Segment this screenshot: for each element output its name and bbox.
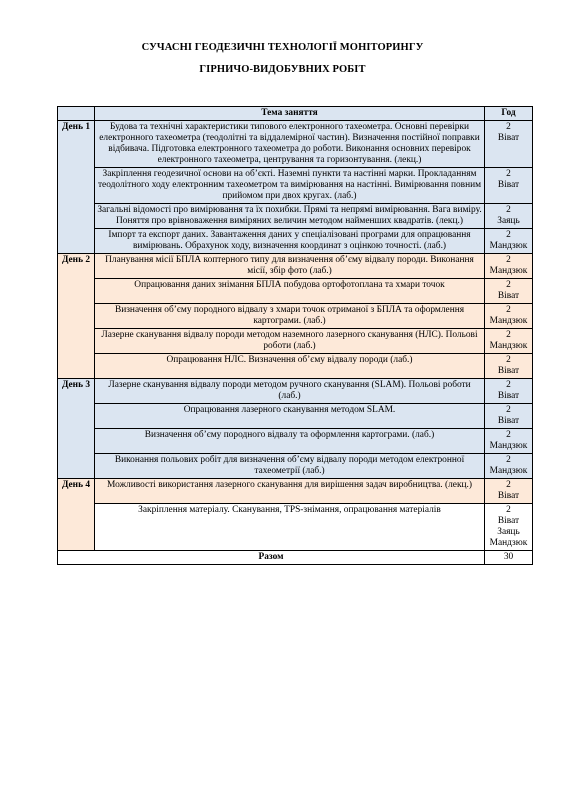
header-day xyxy=(58,107,95,121)
instructor-name: Віват xyxy=(497,180,520,190)
topic-cell: Планування місії БПЛА коптерного типу для визначення об’єму відвалу породи. Виконання місії, збір фото (лаб.) xyxy=(95,254,485,279)
day-label: День 2 xyxy=(58,254,95,379)
hours-value: 2 xyxy=(506,169,511,179)
table-row xyxy=(58,479,533,504)
header-hours: Год xyxy=(485,107,533,121)
document-title-line-1: СУЧАСНІ ГЕОДЕЗИЧНІ ТЕХНОЛОГІЇ МОНІТОРИНГУ xyxy=(141,42,424,53)
document-title-line-2: ГІРНИЧО-ВИДОБУВНИХ РОБІТ xyxy=(199,64,366,75)
table-row xyxy=(58,329,533,354)
hours-cell xyxy=(485,204,533,229)
instructor-name: Заяць xyxy=(497,527,520,537)
hours-cell xyxy=(485,168,533,204)
header-topic: Тема заняття xyxy=(95,107,485,121)
instructor-name: Віват xyxy=(497,291,520,301)
hours-value: 2 xyxy=(506,255,511,265)
hours-cell xyxy=(485,354,533,379)
table-row xyxy=(58,121,533,168)
hours-value: 2 xyxy=(506,305,511,315)
instructor-name: Віват xyxy=(497,391,520,401)
hours-value: 2 xyxy=(506,505,511,515)
topic-cell: Можливості використання лазерного сканування для вирішення задач виробництва. (лекц.) xyxy=(95,479,485,504)
topic-cell: Закріплення геодезичної основи на об’єкті. Наземні пункти та настінні марки. Прокладанням теодолітного ходу електронним тахеометром та вимірювання на настінні. Вимірювання повним прийомом при двох кругах. (лаб.) xyxy=(95,168,485,204)
hours-cell xyxy=(485,429,533,454)
day-label: День 1 xyxy=(58,121,95,254)
day-label: День 3 xyxy=(58,379,95,479)
table-row xyxy=(58,254,533,279)
table-row xyxy=(58,229,533,254)
hours-cell xyxy=(485,329,533,354)
hours-value: 2 xyxy=(506,205,511,215)
instructor-name: Мандзюк xyxy=(489,241,528,251)
instructor-name: Мандзюк xyxy=(489,538,528,548)
table-row xyxy=(58,168,533,204)
table-row xyxy=(58,354,533,379)
topic-cell: Будова та технічні характеристики типового електронного тахеометра. Основні перевірки електронного тахеометра (теодолітні та віддалемірної частин). Визначення постійної поправки відбивача. Підготовка електронного тахеометра до роботи. Виконання основних перевірок електронного тахеометра, центрування та горизонтування. (лекц.) xyxy=(95,121,485,168)
instructor-name: Віват xyxy=(497,491,520,501)
topic-cell: Лазерне сканування відвалу породи методом ручного сканування (SLAM). Польові роботи (лаб.) xyxy=(95,379,485,404)
hours-value: 2 xyxy=(506,355,511,365)
day-label: День 4 xyxy=(58,479,95,551)
instructor-name: Віват xyxy=(497,366,520,376)
total-hours: 30 xyxy=(485,551,533,565)
hours-cell xyxy=(485,279,533,304)
hours-value: 2 xyxy=(506,122,511,132)
schedule-body xyxy=(58,121,533,565)
instructor-name: Мандзюк xyxy=(489,441,528,451)
hours-cell xyxy=(485,404,533,429)
instructor-name: Мандзюк xyxy=(489,466,528,476)
hours-value: 2 xyxy=(506,330,511,340)
instructor-name: Віват xyxy=(497,133,520,143)
table-row xyxy=(58,204,533,229)
table-row xyxy=(58,504,533,551)
hours-value: 2 xyxy=(506,480,511,490)
hours-cell xyxy=(485,454,533,479)
hours-value: 2 xyxy=(506,280,511,290)
schedule-table xyxy=(57,106,533,565)
topic-cell: Виконання польових робіт для визначення об’єму відвалу породи методом електронної тахеометрії (лаб.) xyxy=(95,454,485,479)
table-row xyxy=(58,454,533,479)
instructor-name: Мандзюк xyxy=(489,266,528,276)
hours-value: 2 xyxy=(506,455,511,465)
hours-cell xyxy=(485,479,533,504)
table-row xyxy=(58,304,533,329)
topic-cell: Опрацювання лазерного сканування методом SLAM. xyxy=(95,404,485,429)
topic-cell: Імпорт та експорт даних. Завантаження даних у спеціалізовані програми для опрацювання вимірювань. Обрахунок ходу, визначення координат з оцінкою точності. (лаб.) xyxy=(95,229,485,254)
table-row xyxy=(58,379,533,404)
hours-cell xyxy=(485,121,533,168)
topic-cell: Визначення об’єму породного відвалу та оформлення картограми. (лаб.) xyxy=(95,429,485,454)
hours-cell xyxy=(485,254,533,279)
topic-cell: Визначення об’єму породного відвалу з хмари точок отриманої з БПЛА та оформлення картограми. (лаб.) xyxy=(95,304,485,329)
table-row xyxy=(58,429,533,454)
hours-cell xyxy=(485,504,533,551)
topic-cell: Лазерне сканування відвалу породи методом наземного лазерного сканування (НЛС). Польові роботи (лаб.) xyxy=(95,329,485,354)
total-label: Разом xyxy=(58,551,485,565)
hours-value: 2 xyxy=(506,230,511,240)
instructor-name: Мандзюк xyxy=(489,341,528,351)
hours-cell xyxy=(485,379,533,404)
topic-cell: Опрацювання НЛС. Визначення об’єму відвалу породи (лаб.) xyxy=(95,354,485,379)
table-header-row xyxy=(58,107,533,121)
hours-value: 2 xyxy=(506,430,511,440)
hours-value: 2 xyxy=(506,405,511,415)
topic-cell: Закріплення матеріалу. Сканування, TPS-знімання, опрацювання матеріалів xyxy=(95,504,485,551)
hours-cell xyxy=(485,229,533,254)
topic-cell: Загальні відомості про вимірювання та їх похибки. Прямі та непрямі вимірювання. Вага виміру. Поняття про врівноваження виміряних величин методом найменших квадратів. (лекц.) xyxy=(95,204,485,229)
hours-cell xyxy=(485,304,533,329)
topic-cell: Опрацювання даних знімання БПЛА побудова ортофотоплана та хмари точок xyxy=(95,279,485,304)
table-row xyxy=(58,404,533,429)
total-row xyxy=(58,551,533,565)
instructor-name: Мандзюк xyxy=(489,316,528,326)
hours-value: 2 xyxy=(506,380,511,390)
instructor-name: Віват xyxy=(497,416,520,426)
table-row xyxy=(58,279,533,304)
instructor-name: Заяць xyxy=(497,216,520,226)
instructor-name: Віват xyxy=(497,516,520,526)
